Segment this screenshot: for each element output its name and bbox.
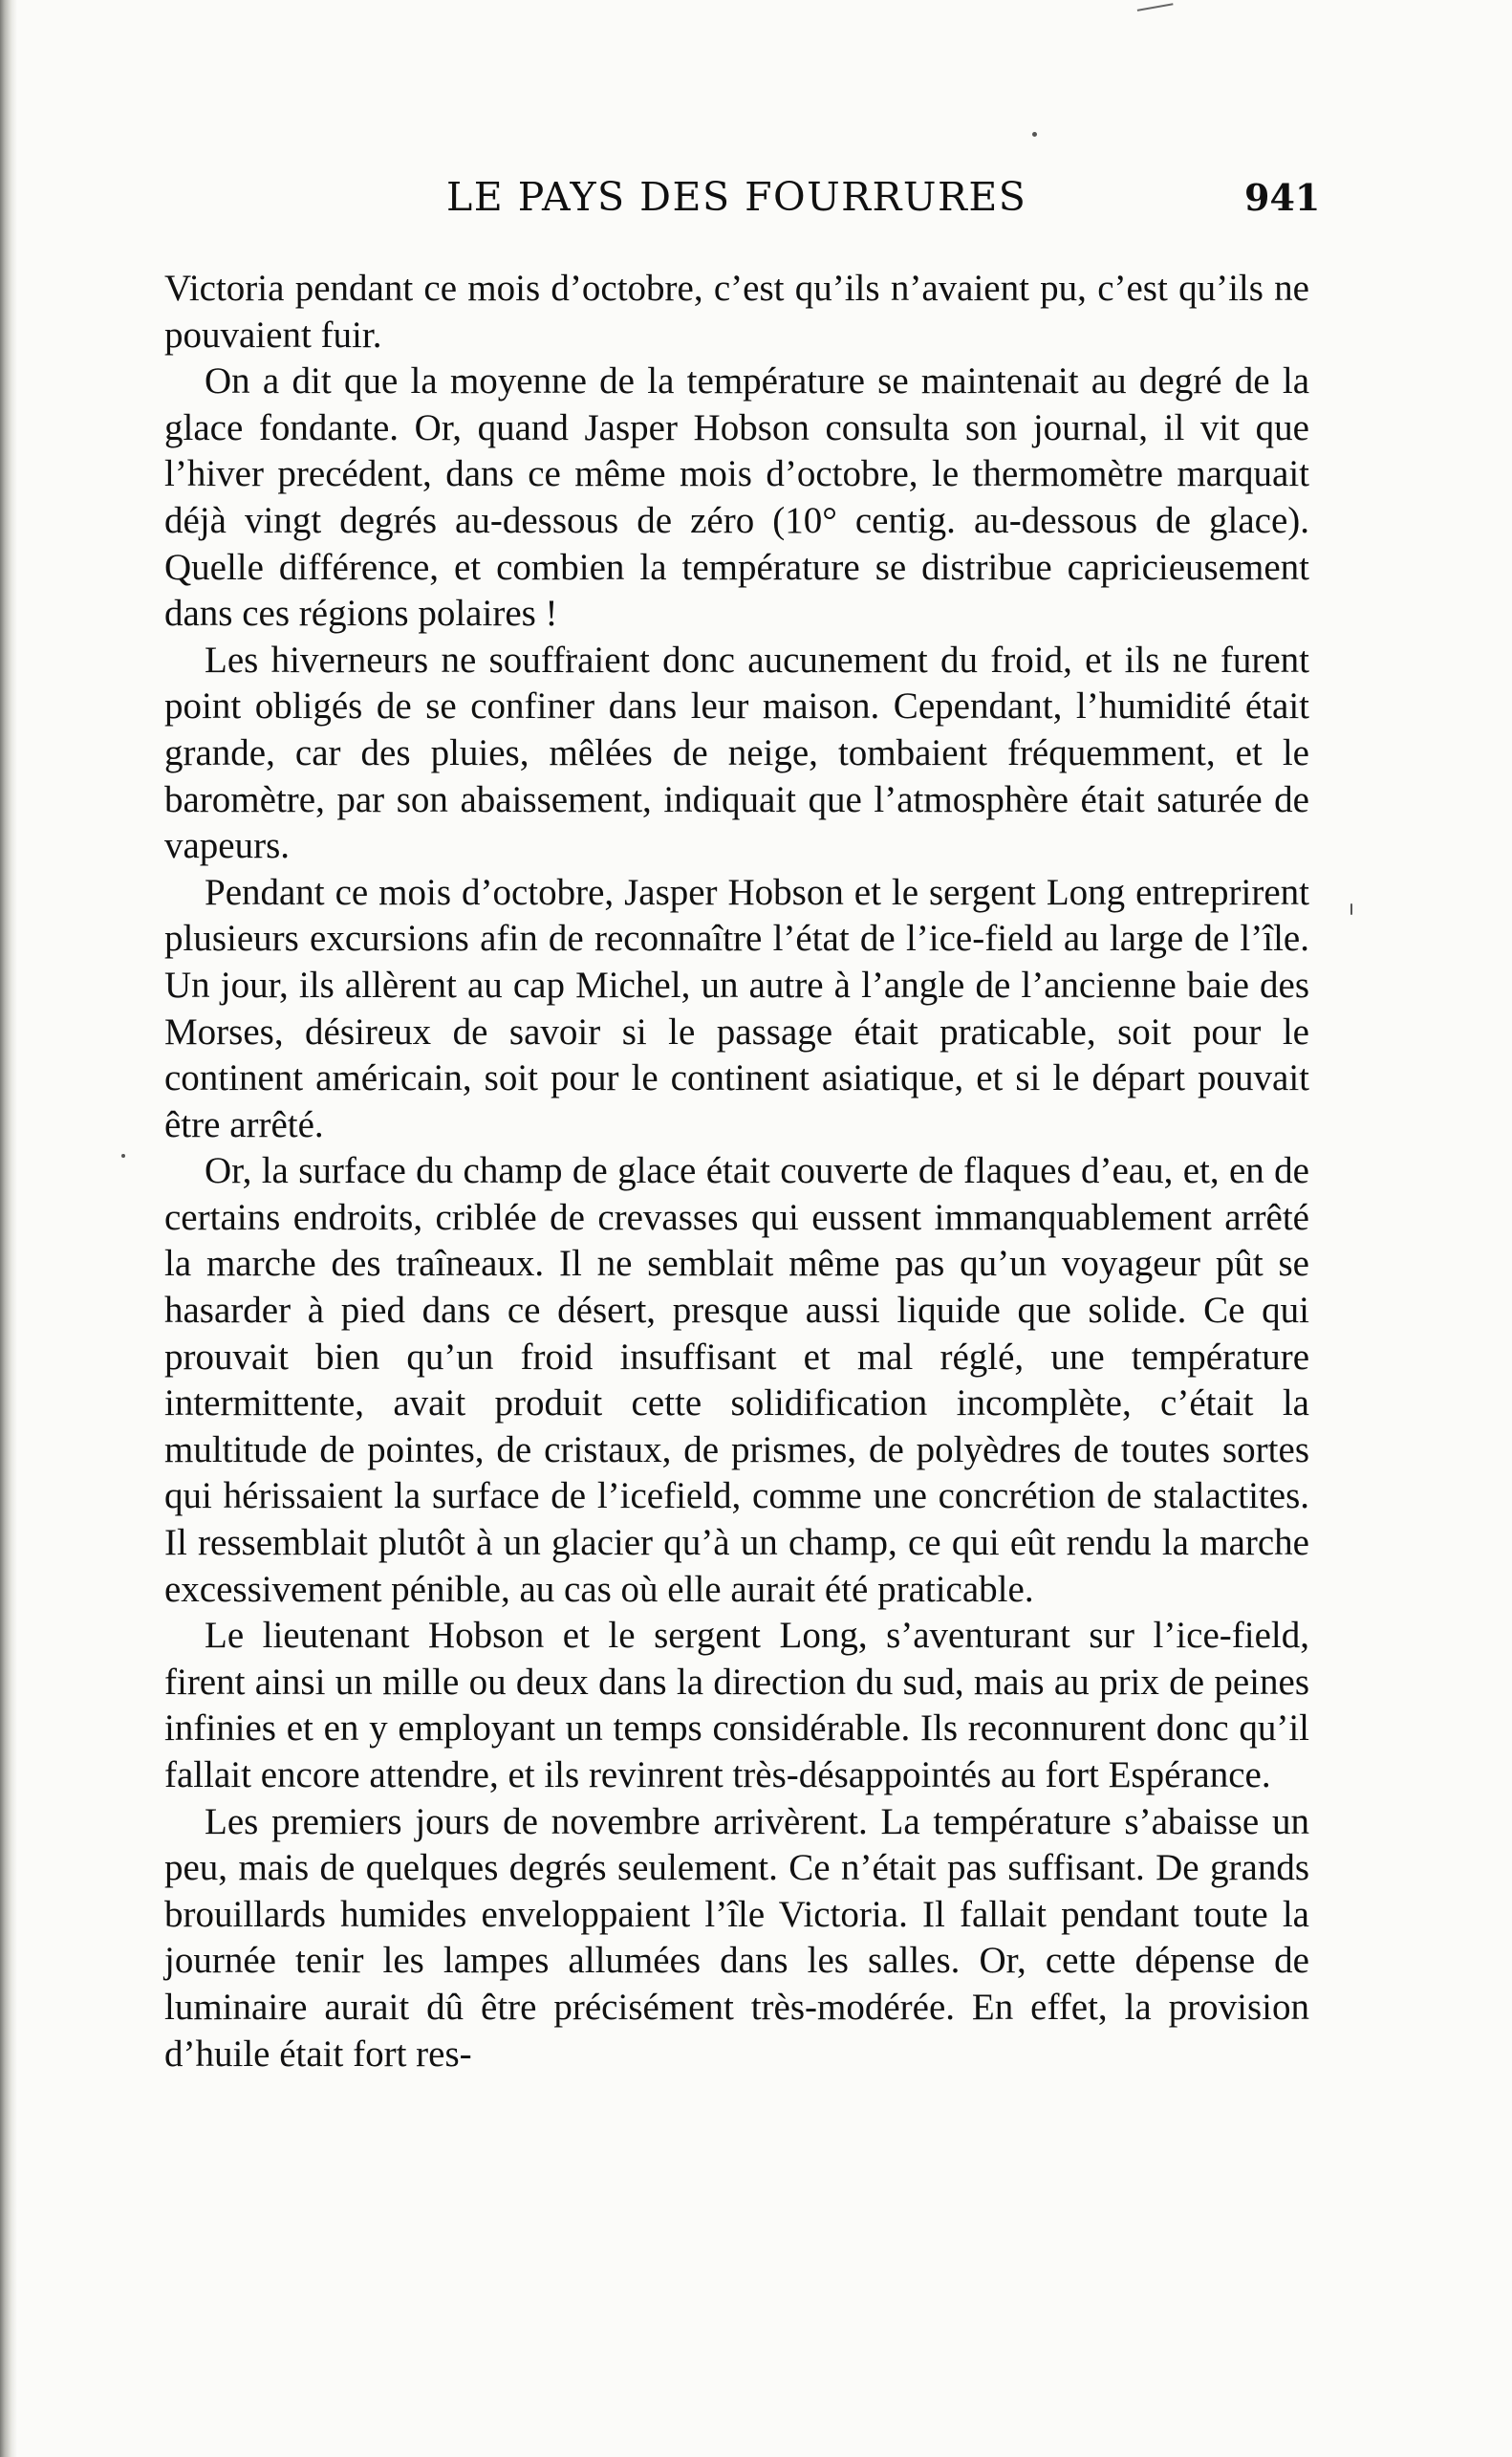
paragraph-continued: Victoria pendant ce mois d’octobre, c’est qu’ils n’avaient pu, c’est qu’ils ne pouvaient fuir. (164, 268, 1309, 356)
page-header (0, 174, 1512, 235)
top-scan-mark (1135, 0, 1174, 11)
scan-speck (1350, 903, 1352, 915)
paragraph: Le lieutenant Hobson et le sergent Long, s’aventurant sur l’ice-field, firent ainsi un mille ou deux dans la direction du sud, mais au prix de peines infinies et en y employant un temps considérable. Ils reconnurent donc qu’il fallait encore attendre, et ils revinrent très-désappointés au fort Espérance. (164, 1615, 1309, 1795)
scan-speck (121, 1154, 125, 1158)
binding-shadow (0, 0, 17, 2457)
paragraph: Les premiers jours de novembre arrivèrent. La température s’abaisse un peu, mais de quelques degrés seulement. Ce n’était pas suffisant. De grands brouillards humides enveloppaient l’île Victoria. Il fallait pendant toute la journée tenir les lampes allumées dans les salles. Or, cette dépense de luminaire aurait dû être précisément très-modérée. En effet, la provision d’huile était fort res- (164, 1800, 1309, 2075)
paragraph: Pendant ce mois d’octobre, Jasper Hobson et le sergent Long entreprirent plusieurs excursions afin de reconnaître l’état de l’ice-field au large de l’île. Un jour, ils allèrent au cap Michel, un autre à l’angle de l’ancienne baie des Morses, désireux de savoir si le passage était praticable, soit pour le continent américain, soit pour le continent asiatique, et si le départ pouvait être arrêté. (164, 871, 1309, 1145)
paragraph: On a dit que la moyenne de la température se maintenait au degré de la glace fondante. Or, quand Jasper Hobson consulta son journal, il vit que l’hiver precédent, dans ce même mois d’octobre, le thermomètre marquait déjà vingt degrés au-dessous de zéro (10° centig. au-dessous de glace). Quelle différence, et combien la température se distribue capricieusement dans ces régions polaires ! (164, 360, 1309, 635)
paragraph: Les hiverneurs ne souffraient donc aucunement du froid, et ils ne furent point obligés de se confiner dans leur maison. Cependant, l’humidité était grande, car des pluies, mêlées de neige, tombaient fréquemment, et le baromètre, par son abaissement, indiquait que l’atmosphère était saturée de vapeurs. (164, 639, 1309, 867)
body-text (164, 266, 1309, 2077)
scan-speck (1032, 132, 1037, 137)
running-title: LE PAYS DES FOURRURES (446, 174, 1027, 220)
paragraph: Or, la surface du champ de glace était couverte de flaques d’eau, et, en de certains endroits, criblée de crevasses qui eussent immanquablement arrêté la marche des traîneaux. Il ne semblait même pas qu’un voyageur pût se hasarder à pied dans ce désert, presque aussi liquide que solide. Ce qui prouvait bien qu’un froid insuffisant et mal réglé, une température intermittente, avait produit cette solidification incomplète, c’était la multitude de pointes, de cristaux, de prismes, de polyèdres de toutes sortes qui hérissaient la surface de l’icefield, comme une concrétion de stalactites. Il ressemblait plutôt à un glacier qu’à un champ, ce qui eût rendu la marche excessivement pénible, au cas où elle aurait été praticable. (164, 1150, 1309, 1610)
page-number: 941 (1244, 176, 1321, 219)
